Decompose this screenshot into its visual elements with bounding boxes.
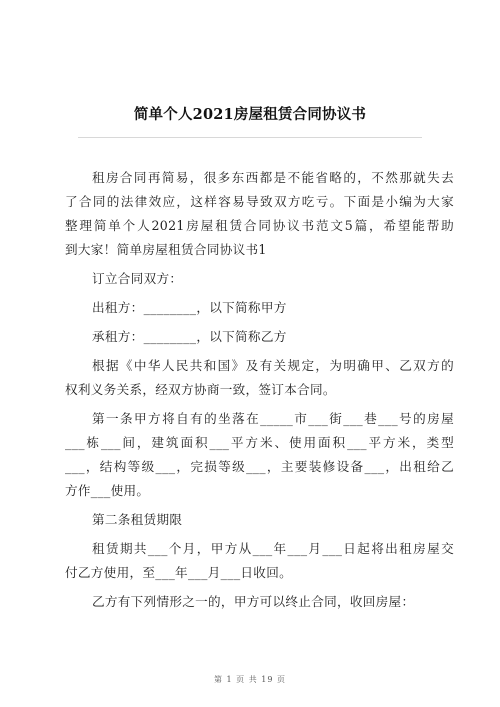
paragraph <box>92 590 454 614</box>
paragraph <box>92 325 454 349</box>
text-line: 乙方有下列情形之一的，甲方可以终止合同，收回房屋： <box>92 594 415 609</box>
text-line: 第一条甲方将自有的坐落在_____市___街___巷___号的房屋 <box>92 411 454 426</box>
page-number: 第 1 页 共 19 页 <box>214 675 286 684</box>
paragraph <box>92 296 454 320</box>
text-line: 付乙方使用，至___年___月___日收回。 <box>65 565 292 580</box>
paragraph <box>65 166 454 262</box>
text-line: 租房合同再简易，很多东西都是不能省略的，不然那就失去 <box>92 170 454 185</box>
text-line: 整理简单个人2021房屋租赁合同协议书范文5篇，希望能帮助 <box>65 218 454 233</box>
text-line: ___栋___间，建筑面积___平方米、使用面积___平方米，类型 <box>65 435 454 450</box>
text-line: 订立合同双方： <box>92 271 183 286</box>
document-title: 简单个人2021房屋租赁合同协议书 <box>133 106 367 123</box>
paragraph <box>65 407 454 503</box>
text-line: 租赁期共___个月，甲方从___年___月___日起将出租房屋交 <box>92 541 454 556</box>
text-line: 出租方：________，以下简称甲方 <box>92 300 287 315</box>
text-line: 权利义务关系，经双方协商一致，签订本合同。 <box>65 382 336 397</box>
text-line: 承租方：________，以下简称乙方 <box>92 329 287 344</box>
text-line: ___，结构等级___，完损等级___，主要装修设备___，出租给乙 <box>65 459 454 474</box>
text-line: 到大家！简单房屋租赁合同协议书1 <box>65 242 267 257</box>
paragraph <box>92 508 454 532</box>
title-divider <box>78 137 422 138</box>
text-line: 方作___使用。 <box>65 483 150 498</box>
paragraph <box>65 354 454 402</box>
text-line: 根据《中华人民共和国》及有关规定，为明确甲、乙双方的 <box>92 358 454 373</box>
text-line: 了合同的法律效应，这样容易导致双方吃亏。下面是小编为大家 <box>65 194 454 209</box>
text-line: 第二条租赁期限 <box>92 512 183 527</box>
paragraph <box>92 267 454 291</box>
paragraph <box>65 537 454 585</box>
document-body <box>65 166 454 619</box>
